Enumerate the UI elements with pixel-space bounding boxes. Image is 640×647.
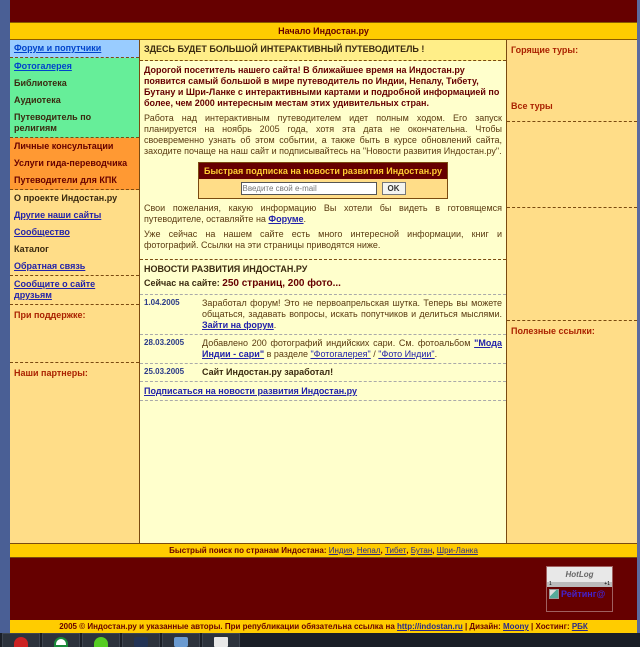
taskbar-icq-button[interactable] xyxy=(82,633,120,647)
news-end: . xyxy=(434,349,438,359)
all-tours-label[interactable]: Все туры xyxy=(511,101,553,111)
icq-flower-icon xyxy=(94,637,108,647)
news-sep: / xyxy=(370,349,379,359)
rating-banner-alt: Рейтинг@ xyxy=(561,589,606,599)
nav-about[interactable]: О проекте Индостан.ру xyxy=(14,193,118,203)
taskbar-green-app-button[interactable] xyxy=(42,633,80,647)
sari-album-link[interactable]: "Мода Индии - сари" xyxy=(202,338,502,359)
partners-block xyxy=(10,363,139,383)
news-text xyxy=(202,298,502,331)
subscribe-title: Быстрая подписка на новости развития Индостан.ру xyxy=(199,163,447,179)
forum-paragraph-text: Свои пожелания, какую информацию Вы хотели бы видеть в готовящемся путеводителе, оставляйте на xyxy=(144,203,502,224)
top-banner xyxy=(10,0,637,22)
taskbar-explorer-button[interactable] xyxy=(202,633,240,647)
india-photos-link[interactable]: "Фото Индии" xyxy=(378,349,435,359)
nav-consultations[interactable]: Личные консультации xyxy=(14,141,114,151)
copyright-bar xyxy=(10,620,637,633)
intro-text: Дорогой посетитель нашего сайта! В ближайшее время на Индостан.ру появится самый большой в мире путеводитель по Индии, Непалу, Тибету, Бутану и Шри-Ланке с интерактивными картами и подробной информацией по более, чем 2000 интересным местам этих удивительных стран. xyxy=(144,65,500,108)
nav-group-forum xyxy=(10,40,139,58)
country-link-india[interactable]: Индия xyxy=(328,546,353,555)
news-mid: в разделе xyxy=(264,349,311,359)
support-label: При поддержке: xyxy=(14,310,86,320)
designer-link[interactable]: Moony xyxy=(503,622,529,631)
forum-link[interactable]: Форуме xyxy=(268,214,304,224)
guide-paragraph: Работа над интерактивным путеводителем идет полным ходом. Его запуск планируется на ноябрь 2005 года, хотя эта дата не окончательна. Чтобы своевременно узнать об этом событии, а также быть в курсе обновлений сайта, заходите почаще на наш сайт и подписывайтесь на "Новости развития Индостан.ру". xyxy=(144,113,502,156)
nav-library[interactable]: Библиотека xyxy=(14,78,67,88)
country-link-nepal[interactable]: Непал xyxy=(356,546,381,555)
subscribe-ok-button[interactable]: OK xyxy=(382,182,406,195)
news-text: Сайт Индостан.ру заработал! xyxy=(202,367,334,377)
partners-label: Наши партнеры: xyxy=(14,368,88,378)
news-subscribe-row xyxy=(140,381,506,401)
site-url-link[interactable]: http://indostan.ru xyxy=(396,622,463,631)
site-stats-label: Сейчас на сайте: xyxy=(144,278,223,288)
nav-pda-guides[interactable]: Путеводители для КПК xyxy=(14,175,117,185)
broken-image-icon xyxy=(549,589,559,599)
news-date: 25.03.2005 xyxy=(144,367,185,376)
news-date: 1.04.2005 xyxy=(144,298,180,307)
site-stats xyxy=(140,276,506,294)
useful-links-label: Полезные ссылки: xyxy=(511,326,595,336)
news-body: Заработал форум! Это не первоапрельская шутка. Теперь вы можете общаться, задавать вопросы, искать попутчиков и делиться мыслями. xyxy=(202,298,502,319)
nav-catalog[interactable]: Каталог xyxy=(14,244,49,254)
hot-tours-label: Горящие туры: xyxy=(511,45,579,55)
email-input[interactable] xyxy=(241,182,377,195)
nav-guide-services[interactable]: Услуги гида-переводчика xyxy=(14,158,128,168)
news-body: Добавлено 200 фотографий индийских сари. См. фотоальбом xyxy=(202,338,475,348)
quick-subscribe-box xyxy=(198,162,448,199)
right-sidebar xyxy=(507,40,637,543)
useful-links-block xyxy=(507,321,637,341)
rating-banner[interactable] xyxy=(547,587,612,601)
news-item xyxy=(140,294,506,334)
site-stats-value: 250 страниц, 200 фото... xyxy=(222,278,341,289)
nav-photogallery[interactable]: Фотогалерея xyxy=(14,61,72,71)
ad-block xyxy=(507,208,637,321)
news-end: . xyxy=(273,320,277,330)
taskbar-media-button[interactable] xyxy=(122,633,160,647)
country-link-bhutan[interactable]: Бутан xyxy=(410,546,433,555)
nav-group-media xyxy=(10,58,139,138)
page-title: Начало Индостан.ру xyxy=(10,22,637,40)
hotlog-left: 1 xyxy=(549,581,552,587)
links-paragraph: Уже сейчас на нашем сайте есть много интересной информации, книг и фотографий. Ссылки на эти страницы приводятся ниже. xyxy=(144,229,502,250)
design-label: | Дизайн: xyxy=(462,622,504,631)
news-text xyxy=(202,338,502,360)
taskbar-red-app-button[interactable] xyxy=(2,633,40,647)
taskbar xyxy=(0,633,640,647)
support-block xyxy=(10,305,139,363)
hotlog-right: +1 xyxy=(604,581,610,587)
nav-religion-guide[interactable]: Путеводитель по религиям xyxy=(14,112,92,133)
media-icon xyxy=(134,637,148,647)
country-link-srilanka[interactable]: Шри-Ланка xyxy=(436,546,478,555)
quick-search-label: Быстрый поиск по странам Индостана: xyxy=(169,546,329,555)
nav-group-services xyxy=(10,138,139,190)
nav-tell-friends[interactable]: Сообщите о сайте друзьям xyxy=(14,279,96,300)
nav-group-about xyxy=(10,190,139,276)
headline: ЗДЕСЬ БУДЕТ БОЛЬШОЙ ИНТЕРАКТИВНЫЙ ПУТЕВОДИТЕЛЬ ! xyxy=(140,40,506,61)
news-date: 28.03.2005 xyxy=(144,338,185,347)
window-icon xyxy=(174,637,188,647)
nav-feedback[interactable]: Обратная связь xyxy=(14,261,86,271)
explorer-icon xyxy=(214,637,228,647)
page xyxy=(10,0,637,633)
country-link-tibet[interactable]: Тибет xyxy=(384,546,407,555)
hosting-link[interactable]: РБК xyxy=(571,622,588,631)
hotlog-logo: HotLog xyxy=(547,567,612,582)
nav-group-share xyxy=(10,276,139,305)
taskbar-window-button[interactable] xyxy=(162,633,200,647)
hotlog-counter[interactable] xyxy=(546,566,613,612)
nav-other-sites[interactable]: Другие наши сайты xyxy=(14,210,102,220)
news-item xyxy=(140,363,506,381)
hot-tours-block xyxy=(507,40,637,122)
nav-audio[interactable]: Аудиотека xyxy=(14,95,61,105)
hosting-label: | Хостинг: xyxy=(528,622,572,631)
photogallery-link[interactable]: "Фотогалерея" xyxy=(310,349,371,359)
quick-country-search: Быстрый поиск по странам Индостана: Индия, Непал, Тибет, Бутан, Шри-Ланка xyxy=(10,543,637,558)
red-app-icon xyxy=(14,637,28,647)
left-sidebar xyxy=(10,40,140,543)
forum-paragraph-end: . xyxy=(303,214,307,224)
enter-forum-link[interactable]: Зайти на форум xyxy=(202,320,274,330)
tours-block xyxy=(507,122,637,208)
main-content xyxy=(140,40,507,543)
news-item xyxy=(140,334,506,363)
copyright-text: 2005 © Индостан.ру и указанные авторы. При републикации обязательна ссылка на xyxy=(59,622,397,631)
green-app-icon xyxy=(54,637,68,647)
news-subscribe-link[interactable]: Подписаться на новости развития Индостан.ру xyxy=(144,386,358,396)
nav-community[interactable]: Сообщество xyxy=(14,227,70,237)
news-heading: НОВОСТИ РАЗВИТИЯ ИНДОСТАН.РУ xyxy=(140,259,506,276)
nav-forum[interactable]: Форум и попутчики xyxy=(14,43,102,53)
forum-paragraph xyxy=(144,203,502,225)
